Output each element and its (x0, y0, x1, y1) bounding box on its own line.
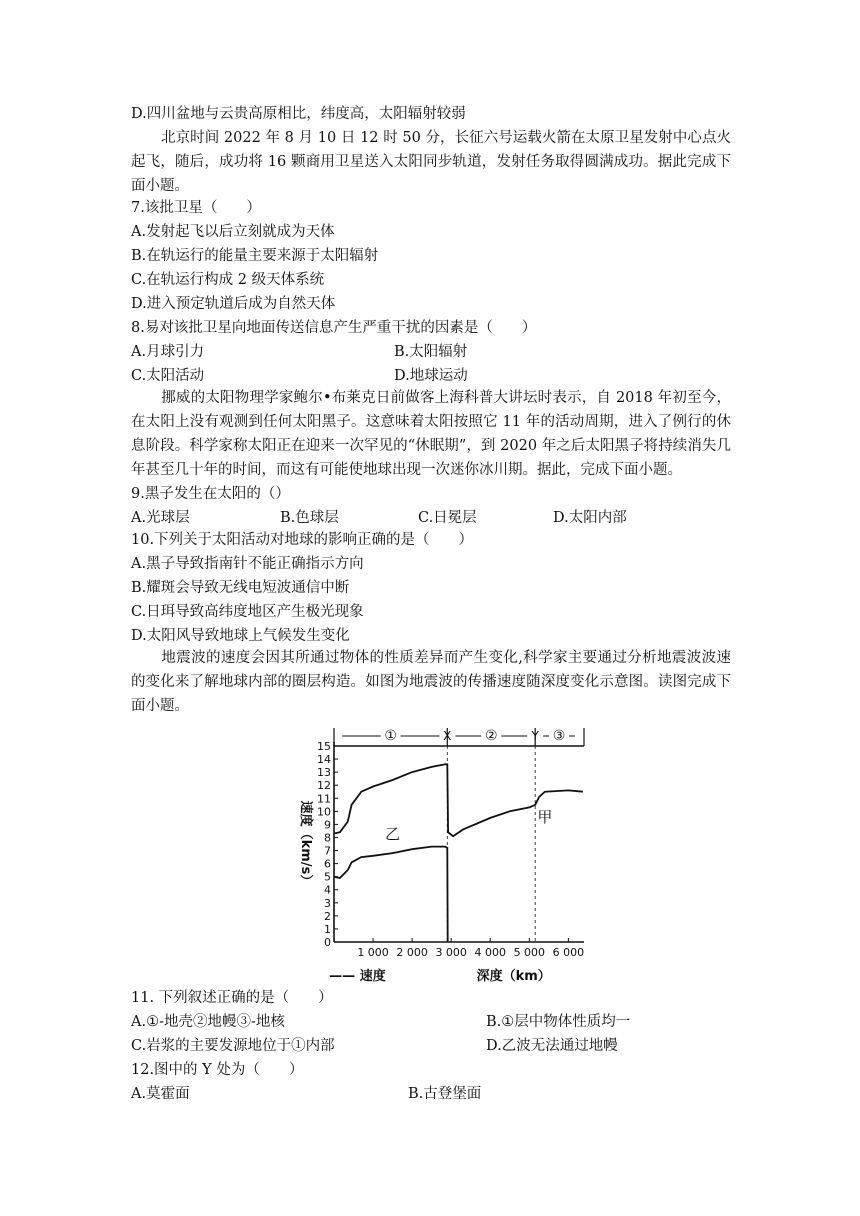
zone-label: ① (384, 728, 397, 744)
zone-label: ③ (552, 728, 566, 744)
q8-option-b: B.太阳辐射 (394, 344, 468, 360)
x-tick-label: 1 000 (357, 946, 389, 959)
seismic-velocity-chart (290, 718, 600, 986)
x-tick-label: 4 000 (474, 946, 506, 959)
zone-boundary-label: Y (531, 729, 539, 743)
y-tick-label: 0 (324, 936, 331, 949)
q7-option-d: D.进入预定轨道后成为自然天体 (131, 296, 336, 312)
question-11: 11. 下列叙述正确的是（ ） (131, 990, 333, 1006)
series-line-yi (334, 847, 448, 942)
q10-option-b: B.耀斑会导致无线电短波通信中断 (131, 580, 350, 596)
q10-option-a: A.黑子导致指南针不能正确指示方向 (131, 556, 364, 572)
y-tick-label: 7 (324, 844, 331, 858)
y-tick-label: 13 (317, 766, 331, 780)
question-7: 7.该批卫星（ ） (131, 200, 261, 216)
passage-seismic-text: 地震波的速度会因其所通过物体的性质差异而产生变化,科学家主要通过分析地震波波速的变化来了解地球内部的圈层构造。如图为地震波的传播速度随深度变化示意图。读图完成下面小题。 (131, 650, 731, 714)
y-axis-title: 速度（km/s） (298, 800, 313, 888)
y-tick-label: 4 (324, 883, 331, 897)
q11-option-d: D.乙波无法通过地幔 (486, 1038, 618, 1054)
q6-option-d: D.四川盆地与云贵高原相比，纬度高，太阳辐射较弱 (131, 106, 466, 122)
q8-option-a: A.月球引力 (131, 344, 205, 360)
q9-option-d: D.太阳内部 (553, 510, 627, 526)
y-tick-label: 14 (317, 753, 331, 767)
passage-satellite-text: 北京时间 2022 年 8 月 10 日 12 时 50 分，长征六号运载火箭在太原卫星发射中心点火起飞，随后，成功将 16 颗商用卫星送入太阳同步轨道，发射任务取得圆满成功。据此完成下面小题。 (131, 130, 731, 194)
q8-option-c: C.太阳活动 (131, 368, 205, 384)
x-tick-label: 2 000 (396, 946, 428, 959)
y-tick-label: 1 (324, 922, 331, 936)
zone-label: ② (484, 728, 498, 744)
y-tick-label: 15 (317, 740, 331, 753)
legend-label: —— 速度 (329, 969, 386, 984)
passage-sunspot-text: 挪威的太阳物理学家鲍尔•布莱克日前做客上海科普大讲坛时表示，自 2018 年初至今，在太阳上没有观测到任何太阳黑子。这意味着太阳按照它 11 年的活动周期，进入了例行的休息阶段。科学家称太阳正在迎来一次罕见的“休眠期”，到 2020 年之后太阳黑子将持续消失几年甚至几十年的时间，而这有可能使地球出现一次迷你冰川期。据此，完成下面小题。 (131, 390, 731, 478)
q8-option-d: D.地球运动 (394, 368, 468, 384)
q12-option-a: A.莫霍面 (131, 1086, 190, 1102)
x-tick-label: 3 000 (435, 946, 467, 959)
q9-option-b: B.色球层 (280, 510, 339, 526)
question-12: 12.图中的 Y 处为（ ） (131, 1062, 304, 1078)
series-label-yi: 乙 (385, 824, 401, 843)
zone-boundary-label: X (443, 729, 452, 743)
passage-sunspot (131, 386, 731, 482)
q10-option-d: D.太阳风导致地球上气候发生变化 (131, 628, 350, 644)
y-tick-label: 11 (317, 792, 331, 806)
q7-option-b: B.在轨运行的能量主要来源于太阳辐射 (131, 248, 379, 264)
q7-option-c: C.在轨运行构成 2 级天体系统 (131, 272, 325, 288)
passage-seismic (131, 646, 731, 718)
y-tick-label: 3 (324, 896, 331, 910)
q11-option-c: C.岩浆的主要发源地位于①内部 (131, 1038, 335, 1054)
x-tick-label: 5 000 (513, 946, 546, 959)
y-tick-label: 6 (324, 857, 331, 871)
x-tick-label: 6 000 (552, 946, 585, 959)
q12-option-b: B.古登堡面 (408, 1086, 482, 1102)
q9-option-a: A.光球层 (131, 510, 190, 526)
q11-option-b: B.①层中物体性质均一 (486, 1014, 631, 1030)
y-tick-label: 9 (324, 818, 331, 832)
q9-option-c: C.日冕层 (418, 510, 477, 526)
question-10: 10.下列关于太阳活动对地球的影响正确的是（ ） (131, 532, 474, 548)
series-label-jia: 甲 (537, 807, 553, 826)
y-tick-label: 2 (324, 909, 331, 923)
question-9: 9.黑子发生在太阳的（） (131, 486, 290, 502)
question-8: 8.易对该批卫星向地面传送信息产生严重干扰的因素是（ ） (131, 320, 537, 336)
x-axis-title: 深度（km） (476, 969, 551, 984)
y-tick-label: 12 (317, 779, 331, 793)
passage-satellite (131, 126, 731, 198)
q7-option-a: A.发射起飞以后立刻就成为天体 (131, 224, 335, 240)
y-tick-label: 5 (324, 870, 331, 884)
y-tick-label: 8 (324, 831, 331, 845)
y-tick-label: 10 (317, 805, 331, 819)
q11-option-a: A.①-地壳②地幔③-地核 (131, 1014, 285, 1030)
q10-option-c: C.日珥导致高纬度地区产生极光现象 (131, 604, 364, 620)
